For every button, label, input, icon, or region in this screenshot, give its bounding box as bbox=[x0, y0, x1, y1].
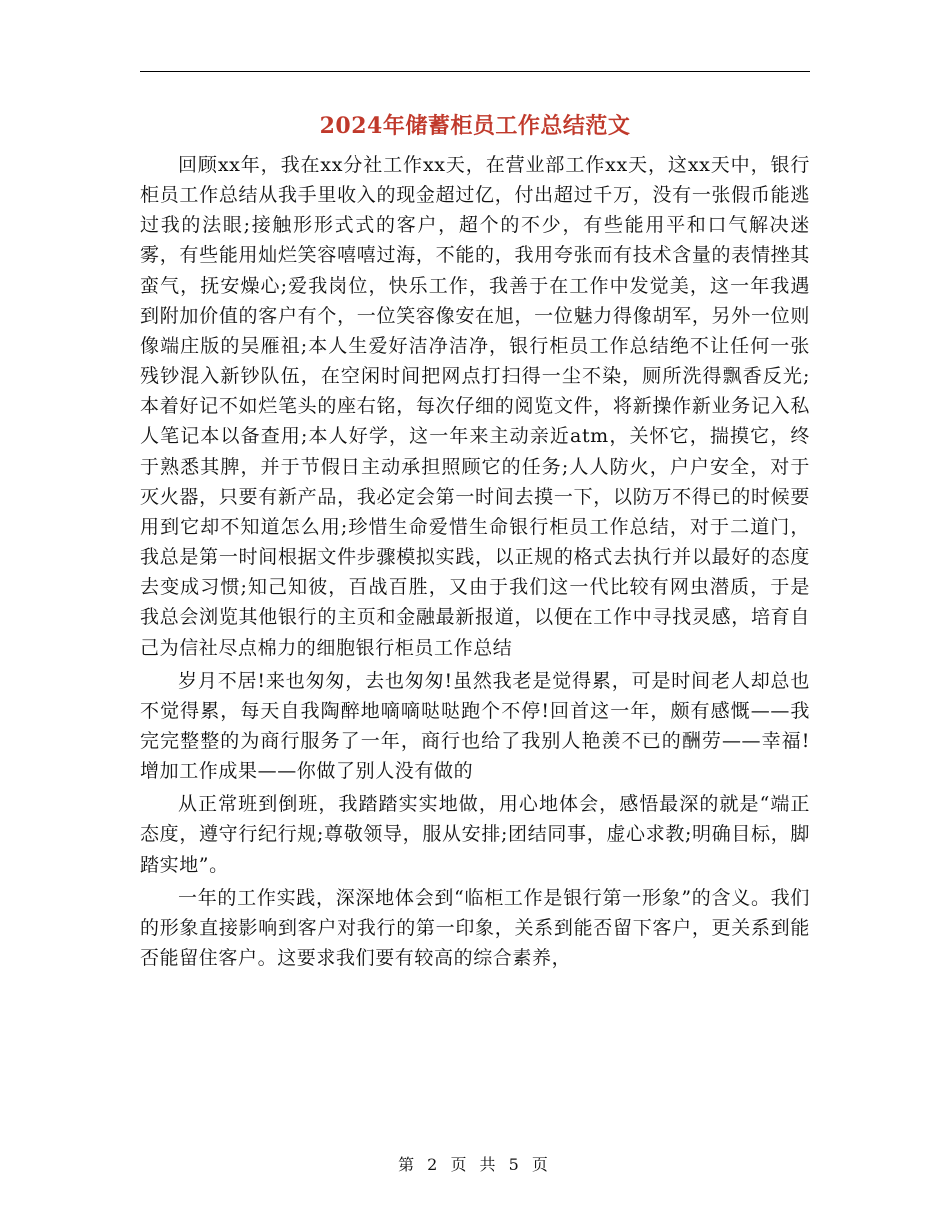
page-number: 第 2 页 共 5 页 bbox=[398, 1155, 552, 1174]
document-body bbox=[140, 150, 810, 976]
paragraph-4: 一年的工作实践，深深地体会到“临柜工作是银行第一形象”的含义。我们的形象直接影响到客户对我行的第一印象，关系到能否留下客户，更关系到能否能留住客户。这要求我们要有较高的综合素养， bbox=[140, 886, 810, 970]
document-title: 2024年储蓄柜员工作总结范文 bbox=[319, 113, 631, 139]
paragraph-3: 从正常班到倒班，我踏踏实实地做，用心地体会，感悟最深的就是“端正态度，遵守行纪行规;尊敬领导，服从安排;团结同事，虚心求教;明确目标，脚踏实地”。 bbox=[140, 793, 810, 876]
paragraph-2: 岁月不居!来也匆匆，去也匆匆!虽然我老是觉得累，可是时间老人却总也不觉得累，每天自我陶醉地嘀嘀哒哒跑个不停!回首这一年，颇有感慨——我完完整整的为商行服务了一年，商行也给了我别人艳羡不已的酬劳——幸福!增加工作成果——你做了别人没有做的 bbox=[140, 669, 810, 783]
header-rule bbox=[140, 71, 810, 72]
paragraph-1: 回顾xx年，我在xx分社工作xx天，在营业部工作xx天，这xx天中，银行柜员工作总结从我手里收入的现金超过亿，付出超过千万，没有一张假币能逃过我的法眼;接触形形式式的客户，超个的不少，有些能用平和口气解决迷雾，有些能用灿烂笑容嘻嘻过海，不能的，我用夸张而有技术含量的表情挫其蛮气，抚安燥心;爱我岗位，快乐工作，我善于在工作中发觉美，这一年我遇到附加价值的客户有个，一位笑容像安在旭，一位魅力得像胡军，另外一位则像端庄版的吴雁祖;本人生爱好洁净洁净，银行柜员工作总结绝不让任何一张残钞混入新钞队伍，在空闲时间把网点打扫得一尘不染，厕所洗得飘香反光;本着好记不如烂笔头的座右铭，每次仔细的阅览文件，将新操作新业务记入私人笔记本以备查用;本人好学，这一年来主动亲近atm，关怀它，揣摸它，终于熟悉其脾，并于节假日主动承担照顾它的任务;人人防火，户户安全，对于灭火器，只要有新产品，我必定会第一时间去摸一下，以防万不得已的时候要用到它却不知道怎么用;珍惜生命爱惜生命银行柜员工作总结，对于二道门，我总是第一时间根据文件步骤模拟实践，以正规的格式去执行并以最好的态度去变成习惯;知己知彼，百战百胜，又由于我们这一代比较有网虫潜质，于是我总会浏览其他银行的主页和金融最新报道，以便在工作中寻找灵感，培育自己为信社尽点棉力的细胞银行柜员工作总结 bbox=[140, 154, 810, 659]
